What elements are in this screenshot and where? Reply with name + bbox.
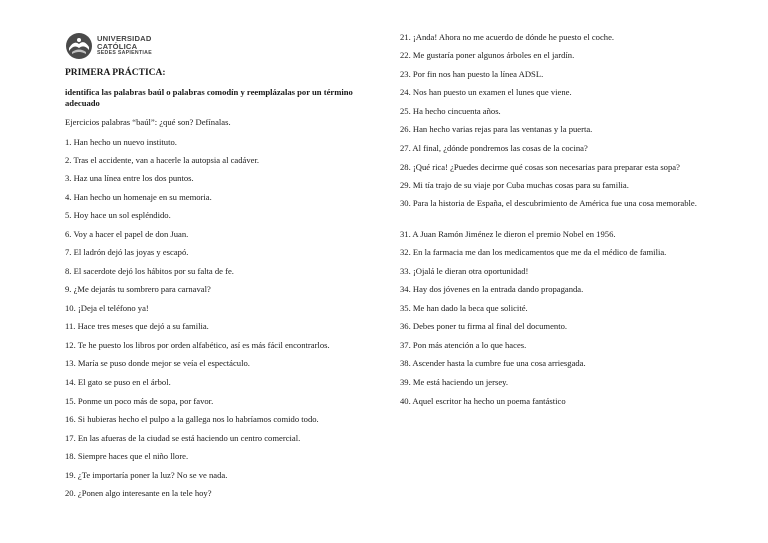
exercise-item: 38. Ascender hasta la cumbre fue una cosa arriesgada. xyxy=(400,358,586,368)
exercise-item: 10. ¡Deja el teléfono ya! xyxy=(65,303,149,313)
exercise-item: 5. Hoy hace un sol espléndido. xyxy=(65,210,171,220)
exercise-item: 39. Me está haciendo un jersey. xyxy=(400,377,509,387)
exercise-item: 25. Ha hecho cincuenta años. xyxy=(400,106,501,116)
university-seal-icon xyxy=(65,32,93,60)
exercise-item: 28. ¡Qué rica! ¿Puedes decirme qué cosas son necesarias para preparar esta sopa? xyxy=(400,162,680,172)
university-logo xyxy=(65,32,152,60)
logo-line-3: SEDES SAPIENTIAE xyxy=(97,50,152,57)
exercise-item: 40. Aquel escritor ha hecho un poema fantástico xyxy=(400,396,566,406)
instruction-text: identifica las palabras baúl o palabras comodín y reemplázalas por un término adecuado xyxy=(65,87,353,108)
exercise-item: 1. Han hecho un nuevo instituto. xyxy=(65,137,177,147)
exercise-item: 3. Haz una línea entre los dos puntos. xyxy=(65,173,194,183)
exercise-item: 7. El ladrón dejó las joyas y escapó. xyxy=(65,247,189,257)
exercise-item: 30. Para la historia de España, el descubrimiento de América fue una cosa memorable. xyxy=(400,198,697,208)
exercise-item: 27. Al final, ¿dónde pondremos las cosas de la cocina? xyxy=(400,143,588,153)
page-title: PRIMERA PRÁCTICA: xyxy=(65,68,166,78)
exercise-item: 11. Hace tres meses que dejó a su familia. xyxy=(65,321,209,331)
exercise-item: 22. Me gustaría poner algunos árboles en el jardín. xyxy=(400,50,575,60)
exercise-item: 33. ¡Ojalá le dieran otra oportunidad! xyxy=(400,266,529,276)
exercise-item: 24. Nos han puesto un examen el lunes que viene. xyxy=(400,87,572,97)
exercise-item: 16. Si hubieras hecho el pulpo a la gallega nos lo habríamos comido todo. xyxy=(65,414,319,424)
exercise-item: 31. A Juan Ramón Jiménez le dieron el premio Nobel en 1956. xyxy=(400,229,616,239)
exercise-item: 14. El gato se puso en el árbol. xyxy=(65,377,171,387)
exercise-item: 34. Hay dos jóvenes en la entrada dando propaganda. xyxy=(400,284,584,294)
exercise-item: 19. ¿Te importaría poner la luz? No se ve nada. xyxy=(65,470,228,480)
exercise-item: 21. ¡Anda! Ahora no me acuerdo de dónde he puesto el coche. xyxy=(400,32,615,42)
exercise-item: 12. Te he puesto los libros por orden alfabético, así es más fácil encontrarlos. xyxy=(65,340,330,350)
exercise-item: 18. Siempre haces que el niño llore. xyxy=(65,451,189,461)
exercise-item: 2. Tras el accidente, van a hacerle la autopsia al cadáver. xyxy=(65,155,259,165)
exercise-item: 17. En las afueras de la ciudad se está haciendo un centro comercial. xyxy=(65,433,301,443)
exercise-item: 6. Voy a hacer el papel de don Juan. xyxy=(65,229,189,239)
exercise-item: 32. En la farmacia me dan los medicamentos que me da el médico de familia. xyxy=(400,247,667,257)
exercise-item: 4. Han hecho un homenaje en su memoria. xyxy=(65,192,212,202)
exercise-item: 15. Ponme un poco más de sopa, por favor. xyxy=(65,396,214,406)
exercise-subtitle: Ejercicios palabras “baúl”: ¿qué son? Defínalas. xyxy=(65,117,231,127)
logo-line-1: UNIVERSIDAD xyxy=(97,34,152,44)
exercise-item: 35. Me han dado la beca que solicité. xyxy=(400,303,528,313)
exercise-item: 36. Debes poner tu firma al final del documento. xyxy=(400,321,568,331)
exercise-item: 37. Pon más atención a lo que haces. xyxy=(400,340,527,350)
exercise-item: 9. ¿Me dejarás tu sombrero para carnaval? xyxy=(65,284,211,294)
exercise-item: 26. Han hecho varias rejas para las ventanas y la puerta. xyxy=(400,124,593,134)
logo-line-2: CATÓLICA xyxy=(97,41,138,51)
exercise-item: 29. Mi tía trajo de su viaje por Cuba muchas cosas para su familia. xyxy=(400,180,629,190)
exercise-item: 23. Por fin nos han puesto la línea ADSL. xyxy=(400,69,544,79)
exercise-item: 13. María se puso donde mejor se veía el espectáculo. xyxy=(65,358,250,368)
exercise-item: 8. El sacerdote dejó los hábitos por su falta de fe. xyxy=(65,266,234,276)
exercise-item: 20. ¿Ponen algo interesante en la tele hoy? xyxy=(65,488,212,498)
